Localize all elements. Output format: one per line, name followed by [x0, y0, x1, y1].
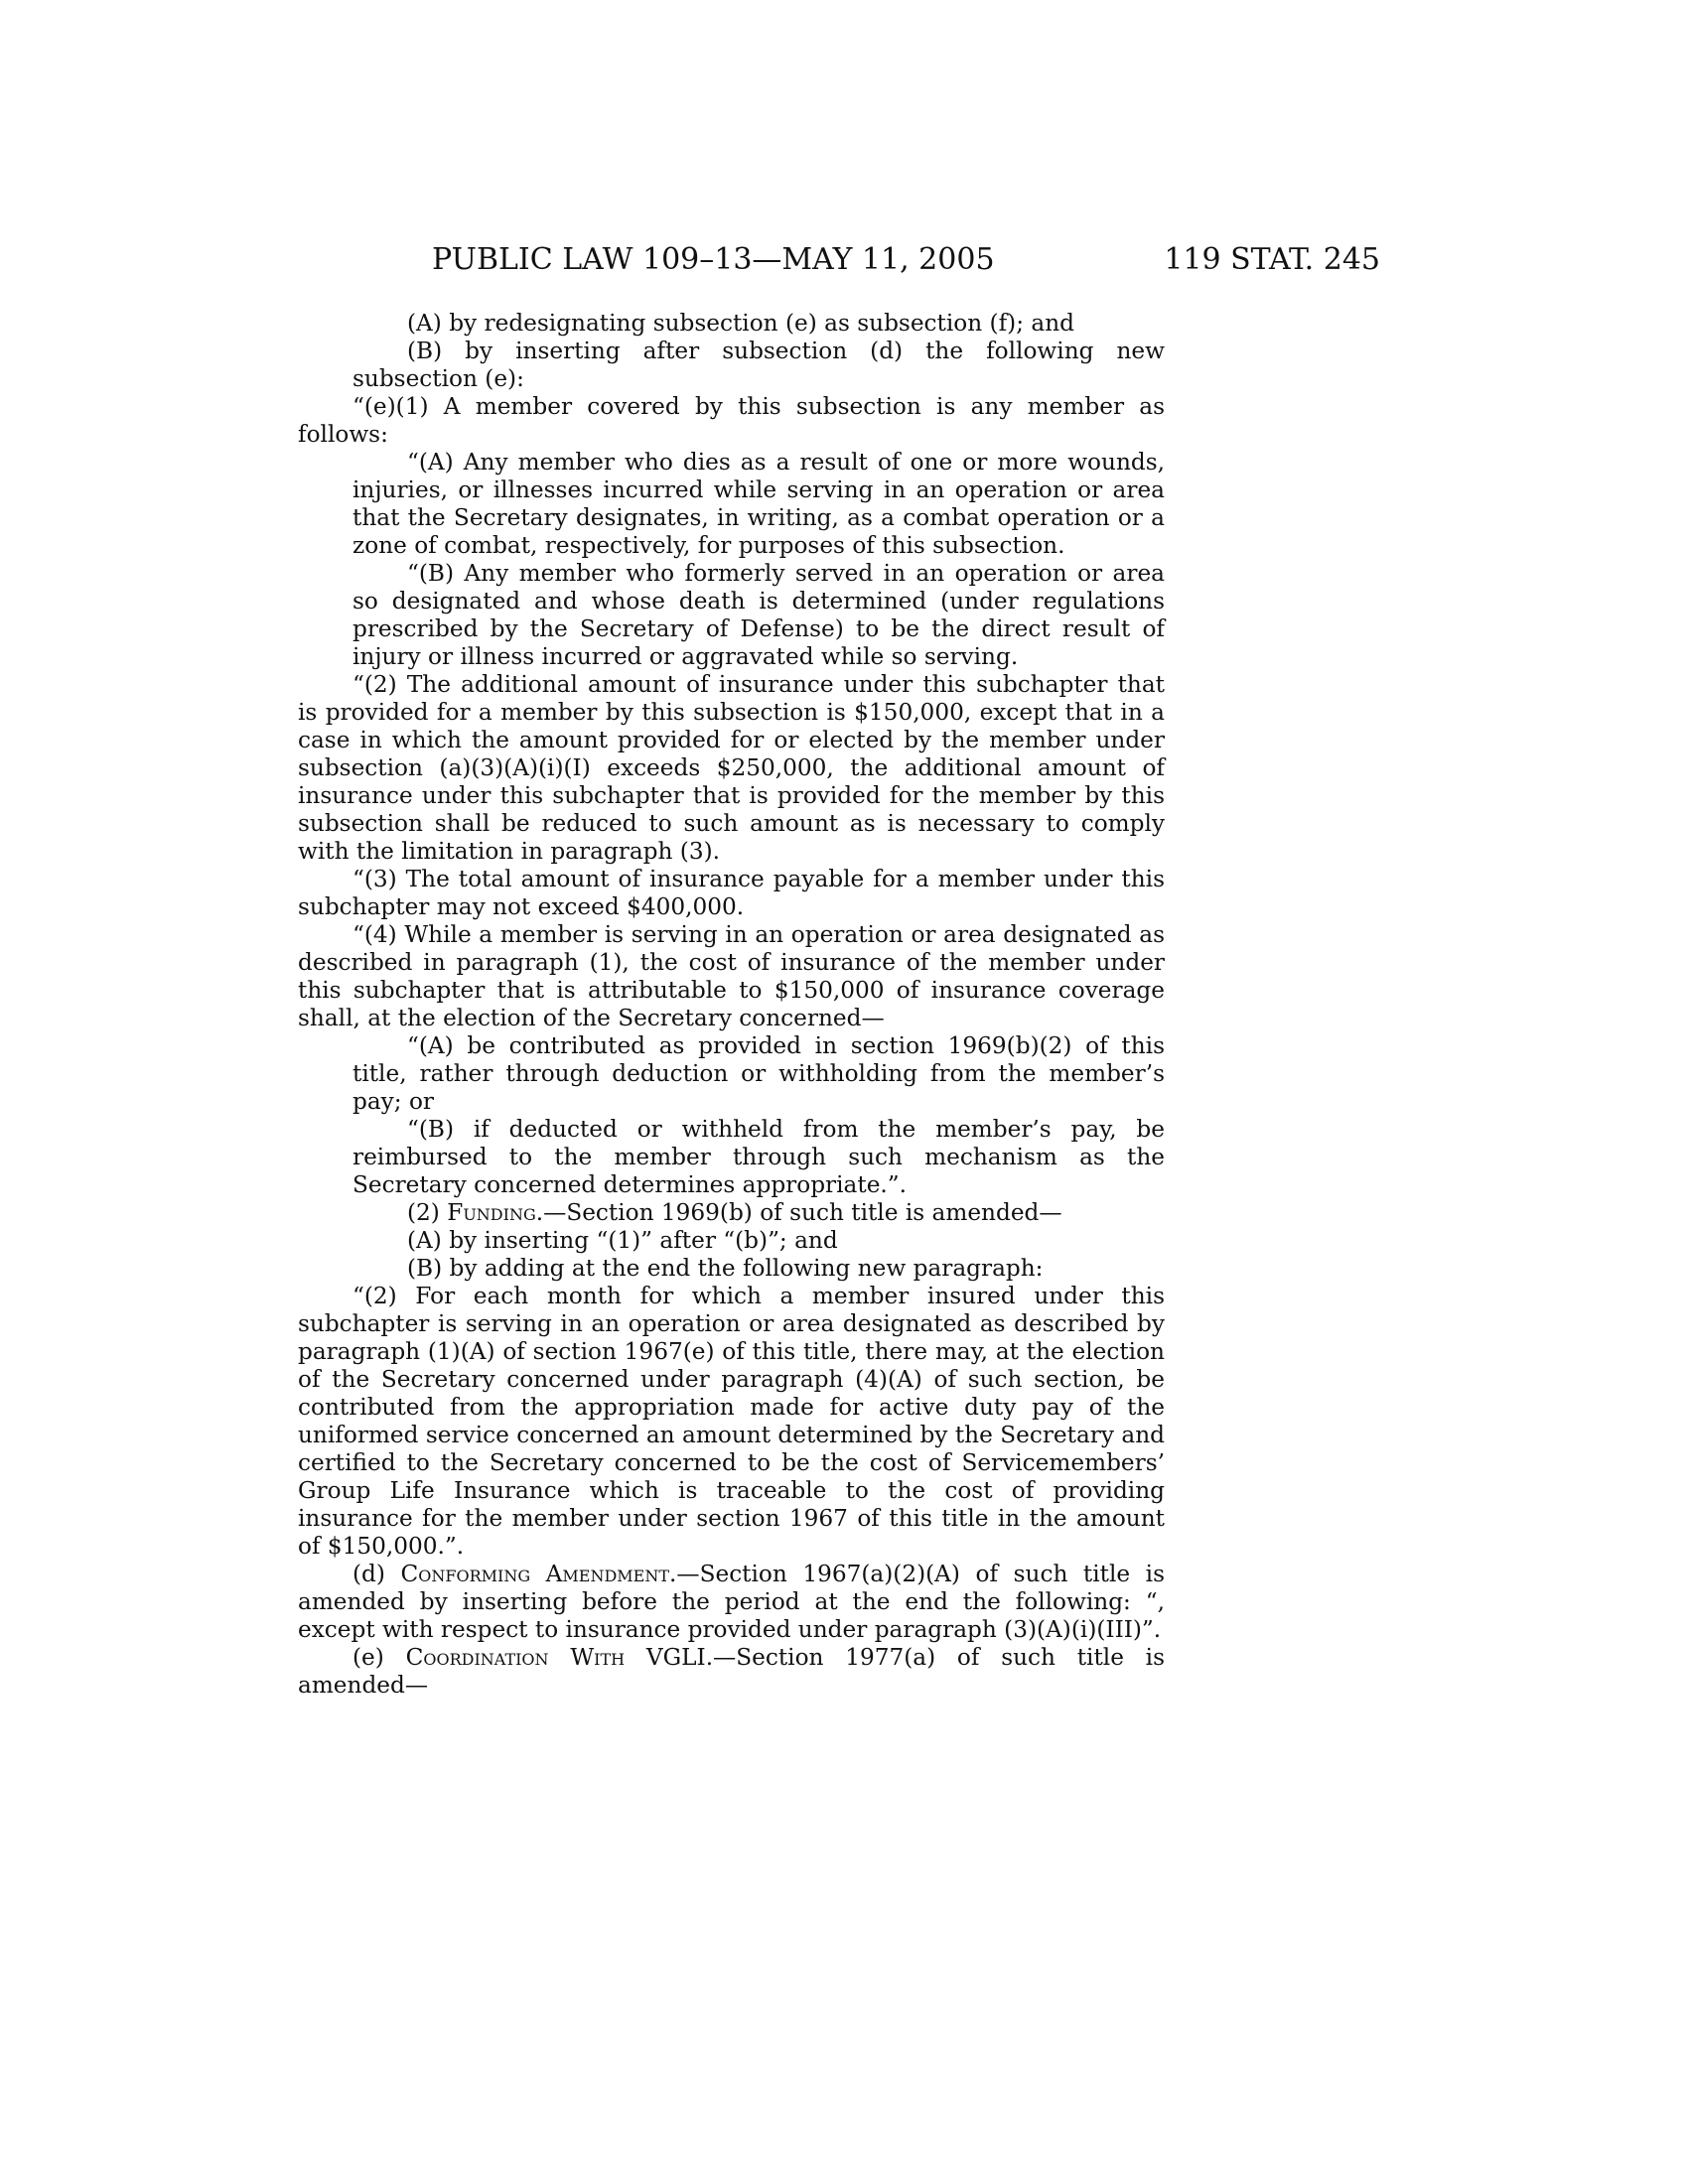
paragraph-number: (d) [352, 1561, 385, 1587]
paragraph: “(3) The total amount of insurance payable for a member under this subchapter may not exceed $400,000. [298, 866, 1165, 920]
paragraph-heading: Funding [447, 1199, 536, 1226]
page-body [298, 310, 1165, 1700]
paragraph-heading: Coordination With VGLI [405, 1644, 706, 1671]
running-title: PUBLIC LAW 109–13—MAY 11, 2005 [432, 242, 995, 277]
paragraph-text: Section 1977(a) of such title is amended— [298, 1644, 1165, 1699]
paragraph: (B) by inserting after subsection (d) the following new subsection (e): [352, 338, 1165, 392]
paragraph: “(B) if deducted or withheld from the member’s pay, be reimbursed to the member through such mechanism as the Secretary concerned determines appropriate.”. [352, 1116, 1165, 1198]
funding-paragraph: (2) Funding.—Section 1969(b) of such title is amended— [407, 1199, 1062, 1226]
paragraph-number: (e) [352, 1644, 384, 1671]
paragraph-heading: Conforming Amendment [400, 1561, 670, 1587]
paragraph: “(A) Any member who dies as a result of one or more wounds, injuries, or illnesses incurred while serving in an operation or area that the Secretary designates, in writing, as a combat operation or a zone of combat, respectively, for purposes of this subsection. [352, 449, 1165, 559]
paragraph: “(2) The additional amount of insurance under this subchapter that is provided for a member by this subsection is $150,000, except that in a case in which the amount provided for or elected by the member under subsection (a)(3)(A)(i)(I) exceeds $250,000, the additional amount of insurance under this subchapter that is provided for the member by this subsection shall be reduced to such amount as is necessary to comply with the limitation in paragraph (3). [298, 671, 1165, 865]
paragraph: “(4) While a member is serving in an operation or area designated as described in paragraph (1), the cost of insurance of the member under this subchapter that is attributable to $150,000 of insurance coverage shall, at the election of the Secretary concerned— [298, 921, 1165, 1031]
stat-citation: 119 STAT. 245 [1164, 242, 1380, 277]
paragraph: “(B) Any member who formerly served in an operation or area so designated and whose death is determined (under regulations prescribed by the Secretary of Defense) to be the direct result of injury or illness incurred or aggravated while so serving. [352, 560, 1165, 670]
paragraph-text: Section 1967(a)(2)(A) of such title is amended by inserting before the period at the end the following: “, except with respect to insurance provided under paragraph (3)(A)(i)(III)”. [298, 1561, 1165, 1643]
paragraph: (B) by adding at the end the following new paragraph: [407, 1255, 1044, 1282]
paragraph: “(A) be contributed as provided in section 1969(b)(2) of this title, rather through deduction or withholding from the member’s pay; or [352, 1032, 1165, 1115]
conforming-amendment-paragraph: (d) Conforming Amendment.—Section 1967(a)(2)(A) of such title is amended by inserting before the period at the end the following: “, except with respect to insurance provided under paragraph (3)(A)(i)(III)”. [298, 1561, 1165, 1643]
paragraph-text: Section 1969(b) of such title is amended— [566, 1199, 1062, 1226]
coordination-paragraph: (e) Coordination With VGLI.—Section 1977(a) of such title is amended— [298, 1644, 1165, 1699]
page-header [298, 230, 1380, 290]
paragraph: (A) by redesignating subsection (e) as subsection (f); and [407, 310, 1074, 337]
paragraph: (A) by inserting “(1)” after “(b)”; and [407, 1227, 838, 1254]
paragraph: “(e)(1) A member covered by this subsection is any member as follows: [298, 393, 1165, 448]
paragraph: “(2) For each month for which a member insured under this subchapter is serving in an operation or area designated as described by paragraph (1)(A) of section 1967(e) of this title, there may, at the election of the Secretary concerned under paragraph (4)(A) of such section, be contributed from the appropriation made for active duty pay of the uniformed service concerned an amount determined by the Secretary and certified to the Secretary concerned to be the cost of Servicemembers’ Group Life Insurance which is traceable to the cost of providing insurance for the member under section 1967 of this title in the amount of $150,000.”. [298, 1283, 1165, 1560]
paragraph-number: (2) [407, 1199, 440, 1226]
